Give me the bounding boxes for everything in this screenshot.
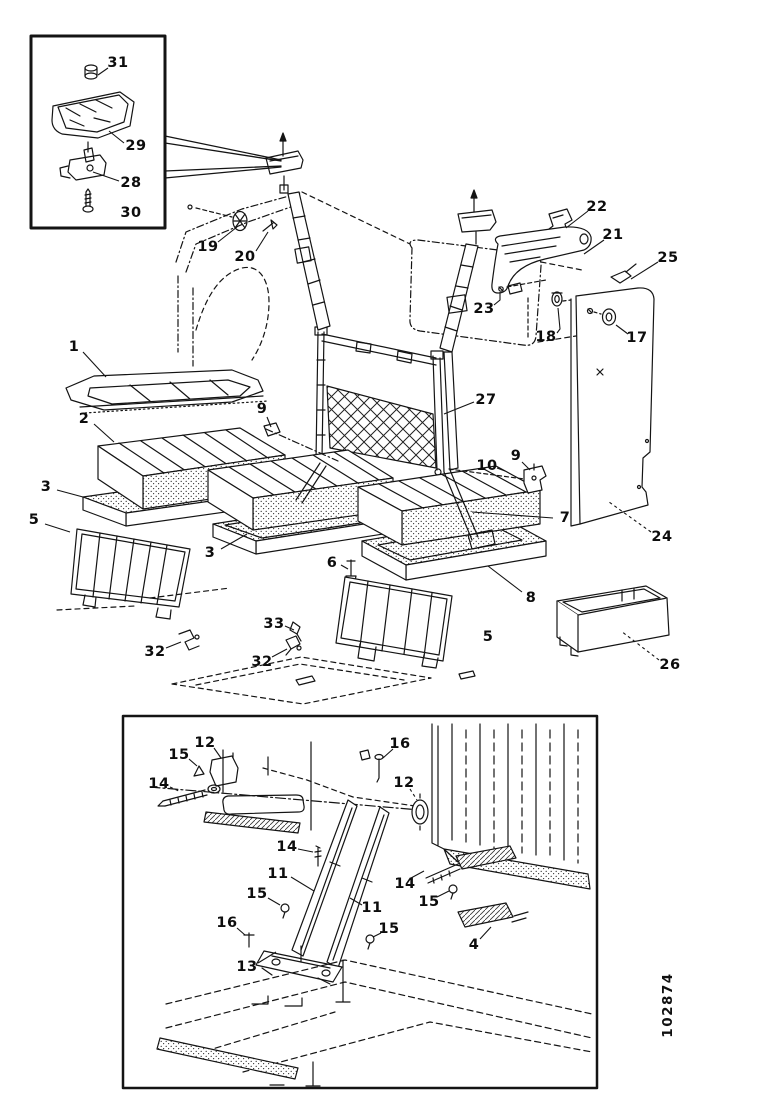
threaded-rod-left-14 <box>158 790 207 806</box>
leader-12 <box>410 789 417 800</box>
upper-inset-box <box>31 36 165 228</box>
bolt-16-top <box>360 750 383 782</box>
leader-33 <box>285 626 294 630</box>
leader-2 <box>94 424 114 442</box>
callout-26: 26 <box>659 657 681 673</box>
leader-16 <box>237 928 245 935</box>
leader-18 <box>557 308 560 333</box>
callout-31: 31 <box>107 55 129 71</box>
leader-14 <box>411 871 424 878</box>
callout-28: 28 <box>120 175 142 191</box>
callout-19: 19 <box>197 239 219 255</box>
leader-32 <box>272 649 287 657</box>
callout-24: 24 <box>651 529 673 545</box>
callout-22: 22 <box>586 199 608 215</box>
callout-15: 15 <box>418 894 440 910</box>
figure-part-number: 102874 <box>660 972 676 1038</box>
callout-3: 3 <box>40 479 52 495</box>
callout-4: 4 <box>468 937 480 953</box>
callout-32: 32 <box>144 644 166 660</box>
callout-5: 5 <box>482 629 494 645</box>
callout-9: 9 <box>510 448 522 464</box>
callout-7: 7 <box>559 510 571 526</box>
leader-32 <box>166 642 181 648</box>
callout-9: 9 <box>256 401 268 417</box>
leader-6 <box>341 565 348 569</box>
leader-14 <box>298 849 313 852</box>
callout-21: 21 <box>602 227 624 243</box>
callout-10: 10 <box>476 458 498 474</box>
floor-lines <box>157 960 592 1086</box>
callout-5: 5 <box>28 512 40 528</box>
leader-12 <box>214 748 221 758</box>
cap-part-31 <box>85 65 97 79</box>
callout-32: 32 <box>251 654 273 670</box>
callout-30: 30 <box>120 205 142 221</box>
callout-15: 15 <box>168 747 190 763</box>
storage-tray <box>557 586 669 656</box>
leader-19 <box>218 227 237 242</box>
leader-31 <box>98 68 108 75</box>
callout-3: 3 <box>204 545 216 561</box>
callout-14: 14 <box>148 776 170 792</box>
callout-29: 29 <box>125 138 147 154</box>
bolt-part-30 <box>83 189 93 212</box>
lower-inset-box <box>123 716 597 1088</box>
callout-25: 25 <box>657 250 679 266</box>
callout-14: 14 <box>276 839 298 855</box>
leader-1 <box>83 352 106 377</box>
pillar-grommet-and-bolt <box>188 205 277 231</box>
callout-1: 1 <box>68 339 80 355</box>
pivot-bracket-left-12 <box>194 750 238 793</box>
seat-belt-left <box>266 133 330 330</box>
vehicle-body-outline <box>176 192 582 366</box>
callout-15: 15 <box>246 886 268 902</box>
leader-23 <box>494 292 500 305</box>
callout-20: 20 <box>234 249 256 265</box>
callout-12: 12 <box>393 775 415 791</box>
leader-20 <box>256 232 268 251</box>
callout-11: 11 <box>267 866 289 882</box>
leader-16 <box>383 749 393 758</box>
leader-15 <box>373 933 381 937</box>
callout-18: 18 <box>535 329 557 345</box>
callout-33: 33 <box>263 616 285 632</box>
callout-17: 17 <box>626 330 648 346</box>
callout-14: 14 <box>394 876 416 892</box>
callout-6: 6 <box>326 555 338 571</box>
striped-back-panel <box>432 724 590 889</box>
leader-3 <box>57 490 83 497</box>
callout-15: 15 <box>378 921 400 937</box>
leader-15 <box>268 898 280 905</box>
callout-23: 23 <box>473 301 495 317</box>
callout-8: 8 <box>525 590 537 606</box>
tray-part-29 <box>52 92 134 138</box>
riser-legs-11 <box>292 800 389 968</box>
seat-belt-right <box>440 190 496 470</box>
callout-11: 11 <box>361 900 383 916</box>
leader-29 <box>109 131 124 143</box>
leader-5 <box>45 524 70 532</box>
callout-16: 16 <box>389 736 411 752</box>
callout-27: 27 <box>475 392 497 408</box>
callout-12: 12 <box>194 735 216 751</box>
leader-14 <box>170 787 181 792</box>
floor-plates-4 <box>456 846 528 927</box>
leader-11 <box>291 877 314 891</box>
pivot-ring-right-12 <box>412 794 428 830</box>
leader-9 <box>522 462 530 470</box>
callout-16: 16 <box>216 915 238 931</box>
leader-4 <box>480 927 491 939</box>
callout-13: 13 <box>236 959 258 975</box>
leader-8 <box>488 566 522 592</box>
leader-15 <box>437 891 449 897</box>
leader-15 <box>189 759 197 766</box>
callout-2: 2 <box>78 411 90 427</box>
seat-cover-panel <box>66 370 268 413</box>
inset-pointer-lines <box>165 136 281 178</box>
